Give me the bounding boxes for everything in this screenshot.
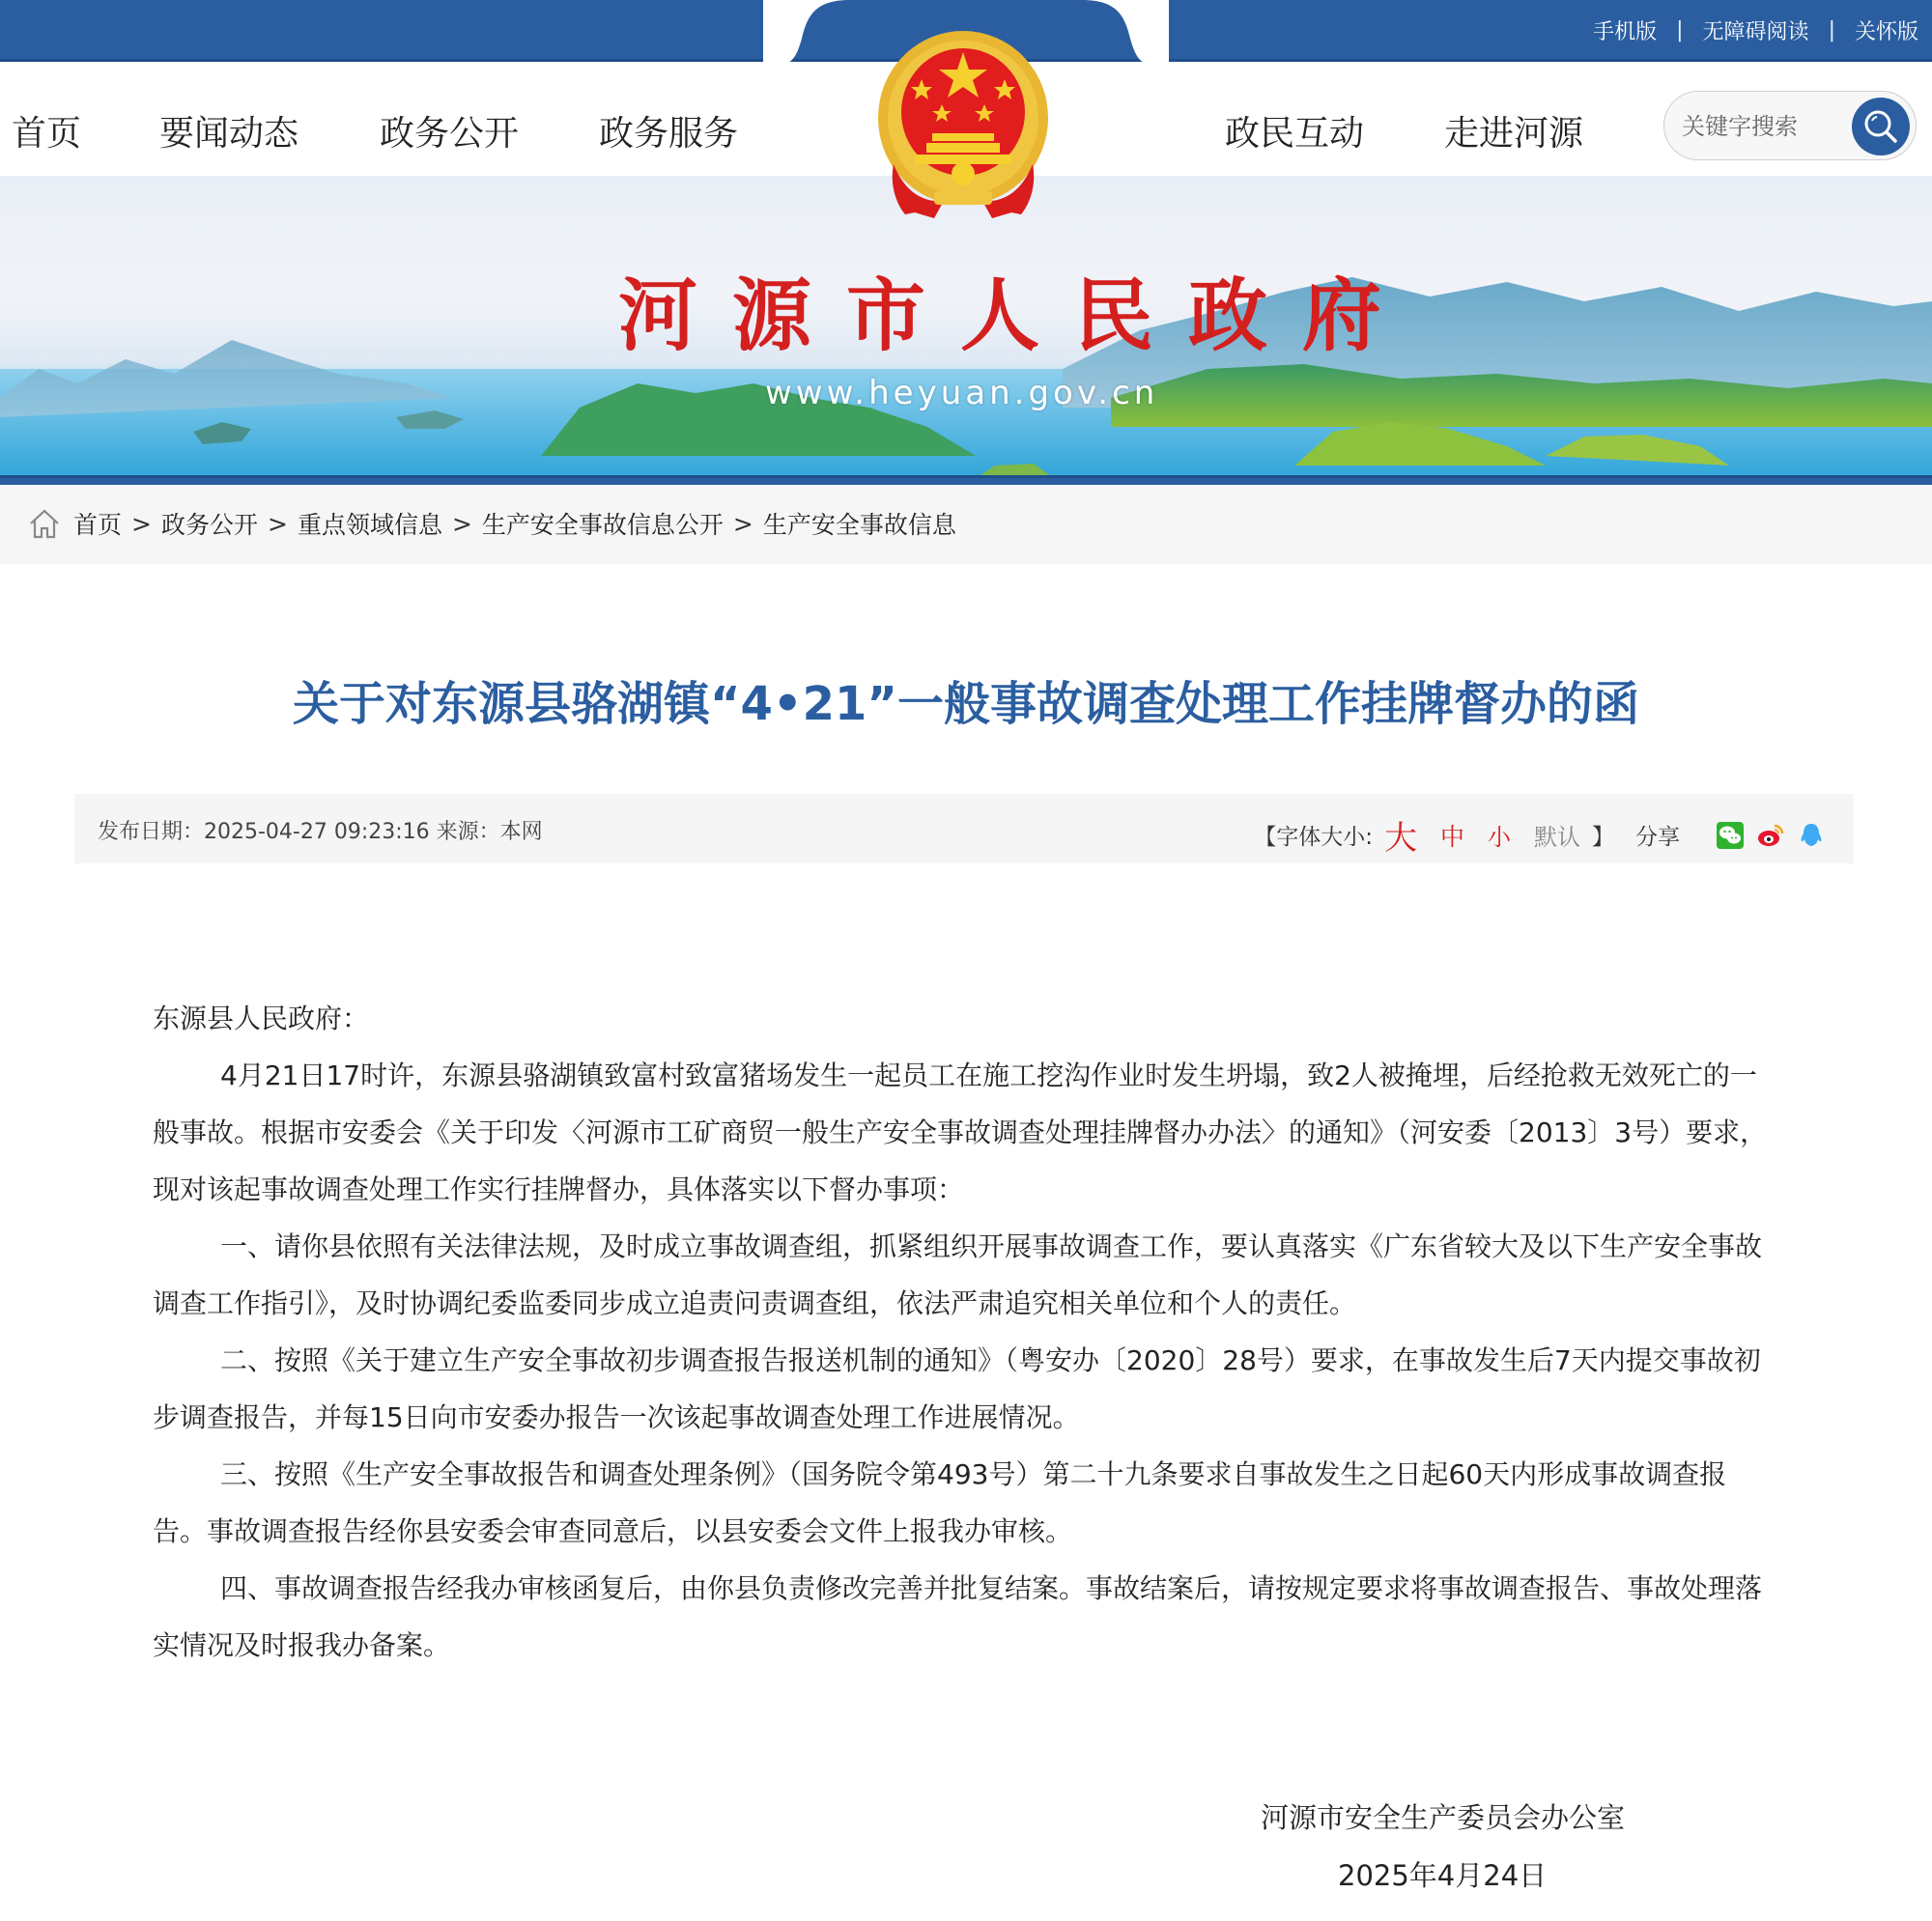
banner [0,176,1932,485]
font-size-label: 【字体大小: [1254,825,1373,850]
site-url: www.heyuan.gov.cn [765,374,1159,412]
article-tools [1254,811,1825,859]
signing-date: 2025年4月24日 [1338,1859,1548,1892]
breadcrumb-separator: > [267,509,288,538]
signing-organization: 河源市安全生产委员会办公室 [1261,1801,1626,1834]
separator: | [1828,18,1835,42]
qq-icon[interactable] [1798,822,1825,849]
font-size-close-bracket: 】 [1592,825,1614,850]
font-size-large-button[interactable]: 大 [1383,819,1417,858]
article-title: 关于对东源县骆湖镇“4•21”一般事故调查处理工作挂牌督办的函 [293,677,1639,731]
care-version-link[interactable]: 关怀版 [1854,20,1918,44]
paragraph: 二、按照《关于建立生产安全事故初步调查报告报送机制的通知》（粤安办〔2020〕28号）要求，在事故发生后7天内提交事故初步调查报告，并每15日向市安委办报告一次该起事故调查处理工作进展情况。 [153,1344,1761,1433]
national-emblem [876,29,1050,218]
breadcrumb-home[interactable]: 首页 [73,511,123,539]
breadcrumb-gov-affairs-open[interactable]: 政务公开 [160,511,258,539]
search-button[interactable] [1852,98,1910,155]
publish-info: 发布日期：2025-04-27 09:23:16 来源：本网 [98,820,543,844]
breadcrumb-safety-accident-disclosure[interactable]: 生产安全事故信息公开 [481,511,724,539]
breadcrumb-key-areas[interactable]: 重点领域信息 [297,511,442,539]
paragraph: 4月21日17时许，东源县骆湖镇致富村致富猪场发生一起员工在施工挖沟作业时发生坍塌，致2人被掩埋，后经抢救无效死亡的一般事故。根据市安委会《关于印发〈河源市工矿商贸一般生产安全事故调查处理挂牌督办办法〉的通知》（河安委〔2013〕3号）要求，现对该起事故调查处理工作实行挂牌督办，具体落实以下督办事项： [153,1059,1768,1205]
font-size-small-button[interactable]: 小 [1488,824,1511,851]
font-size-medium-button[interactable]: 中 [1439,822,1464,851]
article-body [153,990,1776,1674]
article-meta-bar [74,794,1854,863]
search-icon [1862,108,1899,145]
search-input[interactable] [1682,109,1846,144]
share-label: 分享 [1635,825,1680,850]
breadcrumb-bar [0,485,1932,564]
site-title: 河源市人民政府 [618,269,1417,362]
signature-block [1261,1789,1625,1905]
breadcrumb-separator: > [451,509,472,538]
paragraph: 四、事故调查报告经我办审核函复后，由你县负责修改完善并批复结案。事故结案后，请按规定要求将事故调查报告、事故处理落实情况及时报我办备案。 [153,1572,1763,1661]
accessible-reading-link[interactable]: 无障碍阅读 [1702,20,1809,44]
wechat-icon[interactable] [1717,822,1744,849]
nav-home[interactable]: 首页 [12,114,82,154]
breadcrumb-separator: > [732,509,753,538]
nav-gov-services[interactable]: 政务服务 [599,114,739,154]
nav-gov-affairs-open[interactable]: 政务公开 [380,114,520,154]
home-icon[interactable] [27,506,62,541]
mobile-version-link[interactable]: 手机版 [1593,20,1658,44]
nav-interaction[interactable]: 政民互动 [1225,114,1365,154]
paragraph: 三、按照《生产安全事故报告和调查处理条例》（国务院令第493号）第二十九条要求自事故发生之日起60天内形成事故调查报告。事故调查报告经你县安委会审查同意后，以县安委会文件上报我办审核。 [153,1458,1727,1547]
weibo-icon[interactable] [1757,822,1784,849]
salutation: 东源县人民政府： [153,1003,370,1034]
national-emblem-icon [876,29,1050,218]
breadcrumb-safety-accident-info[interactable]: 生产安全事故信息 [762,511,956,539]
nav-about-heyuan[interactable]: 走进河源 [1444,114,1584,154]
breadcrumb-separator: > [131,509,152,538]
top-links [1593,15,1918,45]
banner-divider [0,475,1932,485]
font-size-default-button[interactable]: 默认 [1534,824,1580,851]
paragraph: 一、请你县依照有关法律法规，及时成立事故调查组，抓紧组织开展事故调查工作，要认真落实《广东省较大及以下生产安全事故调查工作指引》，及时协调纪委监委同步成立追责问责调查组，依法严肃追究相关单位和个人的责任。 [153,1230,1763,1319]
nav-news[interactable]: 要闻动态 [159,114,299,154]
breadcrumb [27,506,956,541]
separator: | [1676,18,1684,42]
search-box [1663,91,1917,160]
